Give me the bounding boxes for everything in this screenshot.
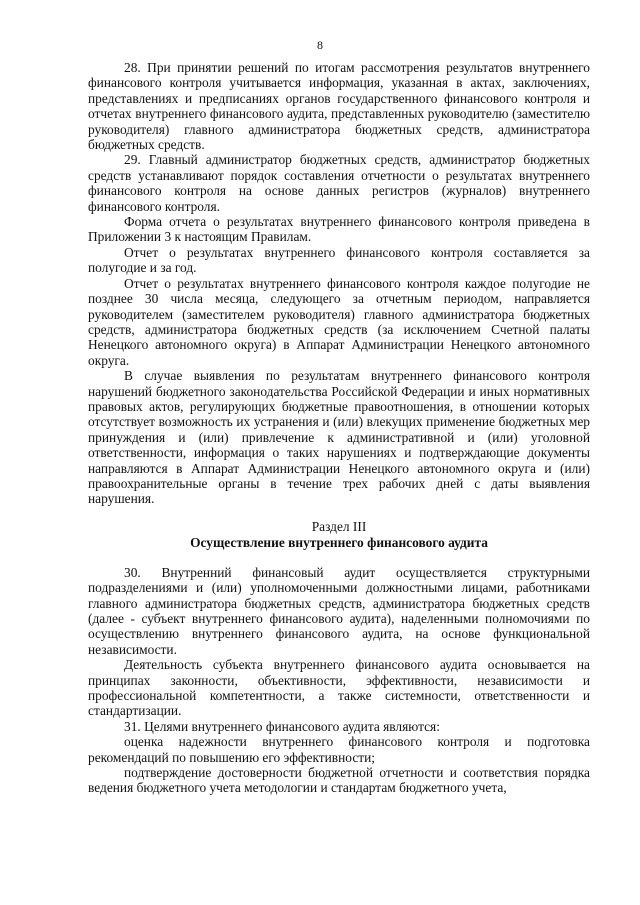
paragraph-29: 29. Главный администратор бюджетных средств, администратор бюджетных средств устанавливают порядок составления отчетности о результатах внутреннего финансового контроля на основе данных регистров (журналов) внутреннего финансового контроля. (88, 152, 590, 214)
document-body (88, 60, 590, 796)
page-number: 8 (317, 38, 323, 52)
paragraph-28: 28. При принятии решений по итогам рассмотрения результатов внутреннего финансового контроля учитывается информация, указанная в актах, заключениях, представлениях и предписаниях органов государственного финансового контроля и отчетах внутреннего финансового аудита, представленных руководителю (заместителю руководителя) главного администратора бюджетных средств, администратора бюджетных средств. (88, 60, 590, 153)
paragraph-report-period: Отчет о результатах внутреннего финансового контроля составляется за полугодие и за год. (88, 244, 590, 276)
section-label: Раздел III (311, 518, 367, 534)
paragraph-violations: В случае выявления по результатам внутреннего финансового контроля нарушений бюджетного законодательства Российской Федерации и иных нормативных правовых актов, регулирующих бюджетные правоотношения, в отношении которых отсутствует возможность их устранения и (или) влекущих применение бюджетных мер принуждения и (или) привлечение к административной и (или) уголовной ответственности, информация о таких нарушениях и подтверждающие документы направляются в Аппарат Администрации Ненецкого автономного округа и (или) правоохранительные органы в течение трех рабочих дней с даты выявления нарушения. (88, 368, 590, 507)
paragraph-31: 31. Целями внутреннего финансового аудита являются: (124, 718, 440, 734)
paragraph-audit-goal-1: оценка надежности внутреннего финансового контроля и подготовка рекомендаций по повышению его эффективности; (88, 734, 590, 765)
paragraph-audit-goal-2: подтверждение достоверности бюджетной отчетности и соответствия порядка ведения бюджетного учета методологии и стандартам бюджетного учета, (88, 765, 590, 796)
paragraph-30: 30. Внутренний финансовый аудит осуществляется структурными подразделениями и (или) уполномоченными должностными лицами, работниками главного администратора бюджетных средств, администратора бюджетных средств (далее - субъект внутреннего финансового аудита), наделенными полномочиями по осуществлению внутреннего финансового аудита, на основе функциональной независимости. (88, 564, 590, 657)
paragraph-report-form: Форма отчета о результатах внутреннего финансового контроля приведена в Приложении 3 к настоящим Правилам. (88, 214, 590, 245)
paragraph-report-submission: Отчет о результатах внутреннего финансового контроля каждое полугодие не позднее 30 числа месяца, следующего за отчетным периодом, направляется руководителем (заместителем руководителя) главного администратора бюджетных средств, администратора бюджетных средств (за исключением Счетной палаты Ненецкого автономного округа) в Аппарат Администрации Ненецкого автономного округа. (88, 275, 590, 368)
paragraph-audit-principles: Деятельность субъекта внутреннего финансового аудита основывается на принципах законности, объективности, эффективности, независимости и профессиональной компетентности, а также системности, ответственности и стандартизации. (88, 657, 590, 719)
section-title: Осуществление внутреннего финансового аудита (190, 534, 488, 550)
section-heading (88, 519, 590, 551)
